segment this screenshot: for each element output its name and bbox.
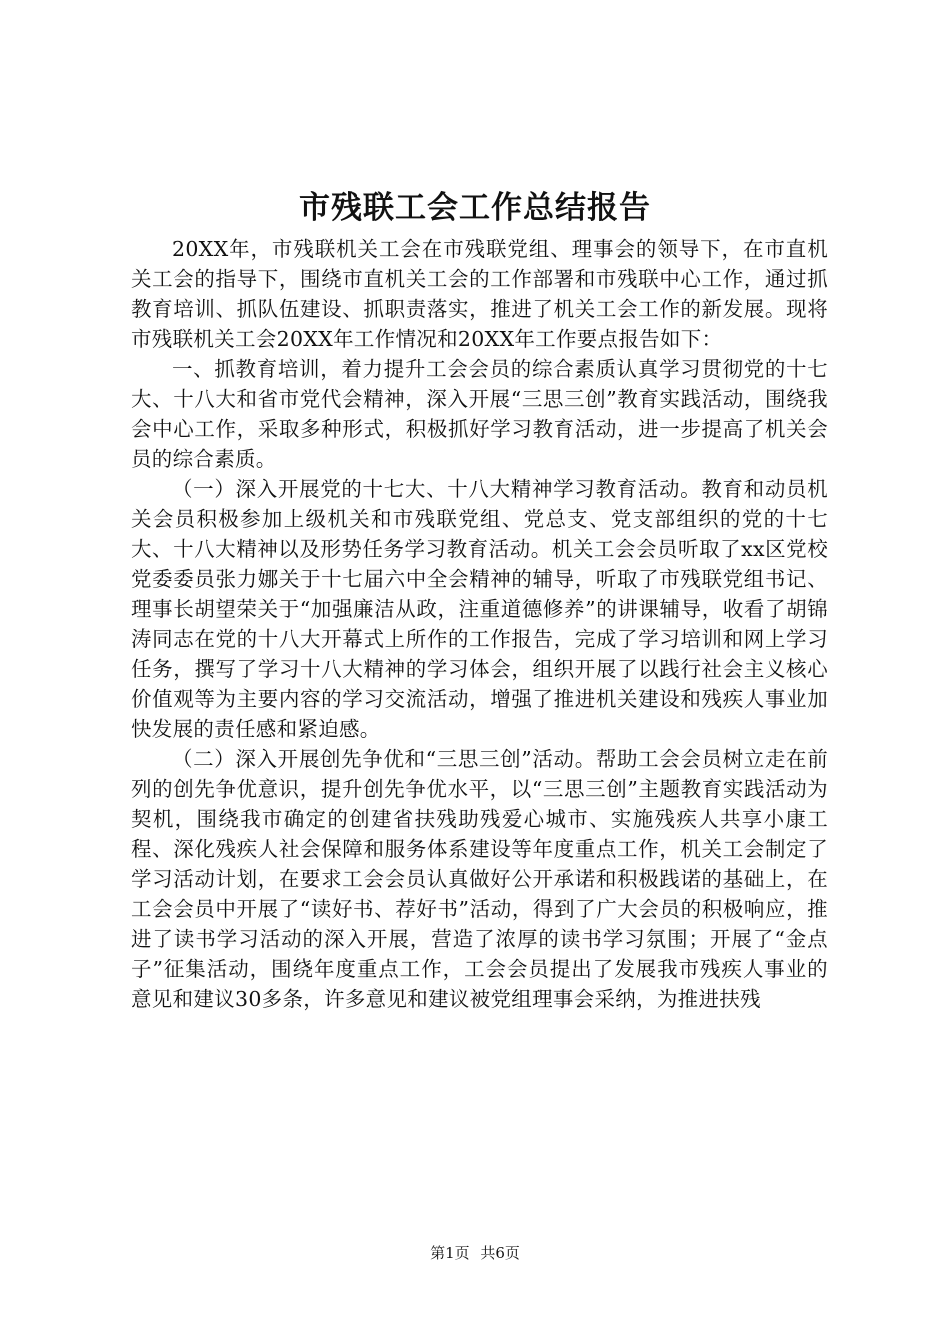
document-title: 市残联工会工作总结报告 [299,190,651,226]
page-count: 共6页 [480,1244,520,1262]
paragraph-subsection-2: （二）深入开展创先争优和“三思三创”活动。帮助工会会员树立走在前列的创先争优意识，提升创先争优水平，以“三思三创”主题教育实践活动为契机，围绕我市确定的创建省扶残助残爱心城市、实施残疾人共享小康工程、深化残疾人社会保障和服务体系建设等年度重点工作，机关工会制定了学习活动计划，在要求工会会员认真做好公开承诺和积极践诺的基础上，在工会会员中开展了“读好书、荐好书”活动，得到了广大会员的积极响应，推进了读书学习活动的深入开展，营造了浓厚的读书学习氛围；开展了“金点子”征集活动，围绕年度重点工作，工会会员提出了发展我市残疾人事业的意见和建议30多条，许多意见和建议被党组理事会采纳，为推进扶残 [131,747,828,1011]
document-body [131,234,828,1014]
page-footer [0,1243,950,1263]
paragraph-section-1: 一、抓教育培训，着力提升工会会员的综合素质认真学习贯彻党的十七大、十八大和省市党代会精神，深入开展“三思三创”教育实践活动，围绕我会中心工作，采取多种形式，积极抓好学习教育活动，进一步提高了机关会员的综合素质。 [131,357,828,471]
paragraph-subsection-1: （一）深入开展党的十七大、十八大精神学习教育活动。教育和动员机关会员积极参加上级机关和市残联党组、党总支、党支部组织的党的十七大、十八大精神以及形势任务学习教育活动。机关工会会员听取了xx区党校党委委员张力娜关于十七届六中全会精神的辅导，听取了市残联党组书记、理事长胡望荣关于“加强廉洁从政，注重道德修养”的讲课辅导，收看了胡锦涛同志在党的十八大开幕式上所作的工作报告，完成了学习培训和网上学习任务，撰写了学习十八大精神的学习体会，组织开展了以践行社会主义核心价值观等为主要内容的学习交流活动，增强了推进机关建设和残疾人事业加快发展的责任感和紧迫感。 [131,477,828,741]
paragraph-intro: 20XX年，市残联机关工会在市残联党组、理事会的领导下，在市直机关工会的指导下，围绕市直机关工会的工作部署和市残联中心工作，通过抓教育培训、抓队伍建设、抓职责落实，推进了机关工会工作的新发展。现将市残联机关工会20XX年工作情况和20XX年工作要点报告如下： [131,237,828,351]
page-number: 第1页 [430,1244,470,1262]
